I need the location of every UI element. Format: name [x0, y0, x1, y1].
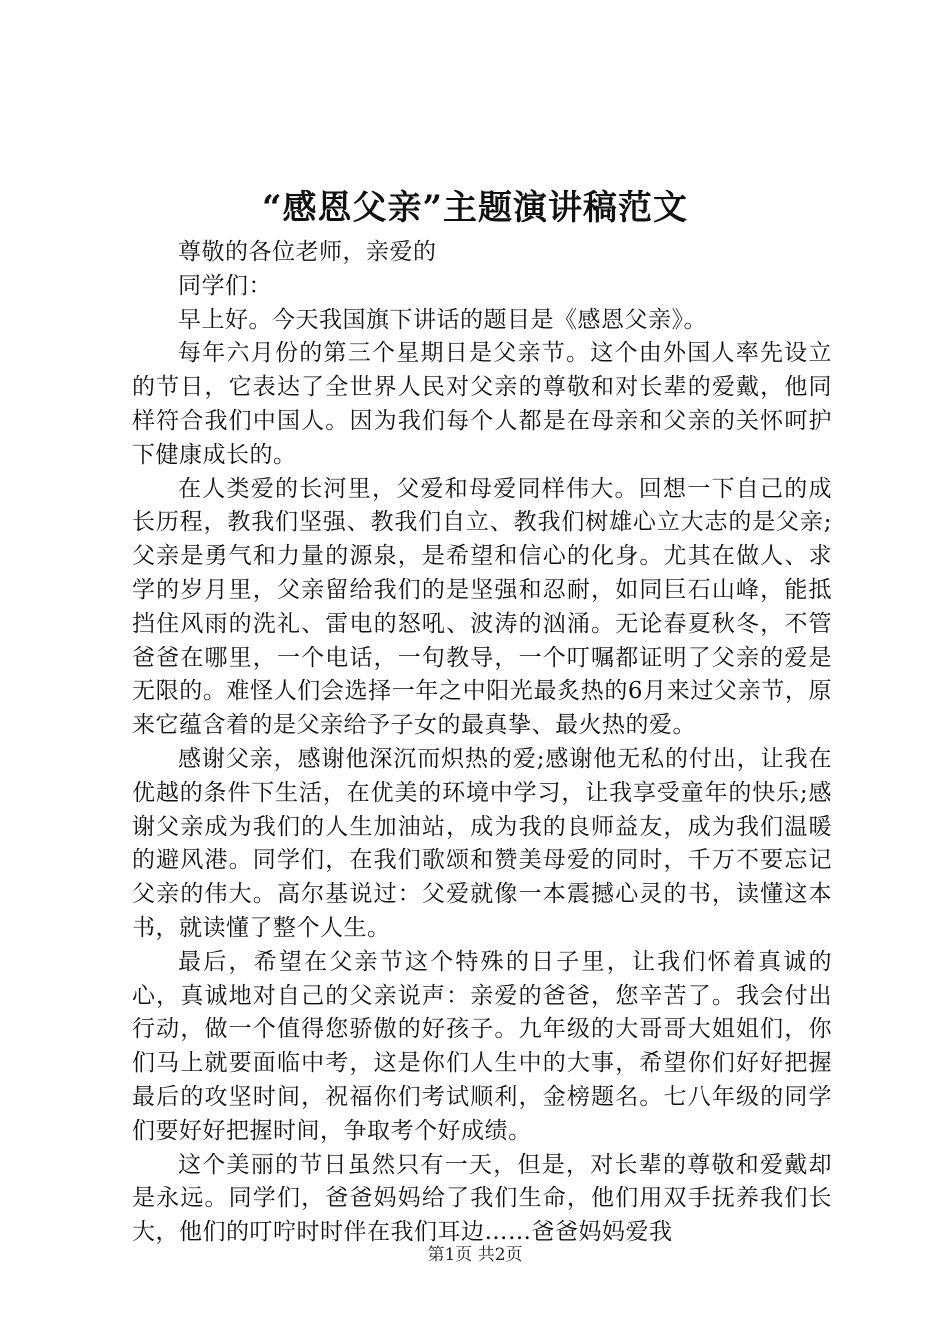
paragraph-gratitude: 感谢父亲，感谢他深沉而炽热的爱;感谢他无私的付出，让我在优越的条件下生活，在优美的环境中学习，让我享受童年的快乐;感谢父亲成为我们的人生加油站，成为我的良师益友，成为我们温暖的避风港。同学们，在我们歌颂和赞美母爱的同时，千万不要忘记父亲的伟大。高尔基说过：父爱就像一本震撼心灵的书，读懂这本书，就读懂了整个人生。: [132, 745, 832, 941]
paragraph-wishes: 最后，希望在父亲节这个特殊的日子里，让我们怀着真诚的心，真诚地对自己的父亲说声：亲爱的爸爸，您辛苦了。我会付出行动，做一个值得您骄傲的好孩子。九年级的大哥哥大姐姐们，你们马上就要面临中考，这是你们人生中的大事，希望你们好好把握最后的攻坚时间，祝福你们考试顺利，金榜题名。七八年级的同学们要好好把握时间，争取考个好成绩。: [132, 948, 832, 1144]
salutation-line-2: 同学们：: [178, 272, 272, 299]
document-body: [132, 236, 832, 1250]
document-title: “感恩父亲”主题演讲稿范文: [261, 188, 689, 228]
paragraph-fathers-love: 在人类爱的长河里，父爱和母爱同样伟大。回想一下自己的成长历程，教我们坚强、教我们自立、教我们树雄心立大志的是父亲;父亲是勇气和力量的源泉，是希望和信心的化身。尤其在做人、求学的岁月里，父亲留给我们的是坚强和忍耐，如同巨石山峰，能抵挡住风雨的洗礼、雷电的怒吼、波涛的汹涌。无论春夏秋冬，不管爸爸在哪里，一个电话，一句教导，一个叮嘱都证明了父亲的爱是无限的。难怪人们会选择一年之中阳光最炙热的6月来过父亲节，原来它蕴含着的是父亲给予子女的最真挚、最火热的爱。: [132, 475, 832, 739]
salutation-line-1: 尊敬的各位老师，亲爱的: [178, 239, 437, 265]
paragraph-closing: 这个美丽的节日虽然只有一天，但是，对长辈的尊敬和爱戴却是永远。同学们，爸爸妈妈给了我们生命，他们用双手抚养我们长大，他们的叮咛时时伴在我们耳边……爸爸妈妈爱我: [132, 1151, 832, 1246]
paragraph-greeting: 早上好。今天我国旗下讲话的题目是《感恩父亲》。: [178, 306, 707, 333]
paragraph-fathers-day: 每年六月份的第三个星期日是父亲节。这个由外国人率先设立的节日，它表达了全世界人民对父亲的尊敬和对长辈的爱戴，他同样符合我们中国人。因为我们每个人都是在母亲和父亲的关怀呵护下健康成长的。: [132, 340, 832, 468]
page-number-footer: 第1页 共2页: [427, 1245, 523, 1265]
